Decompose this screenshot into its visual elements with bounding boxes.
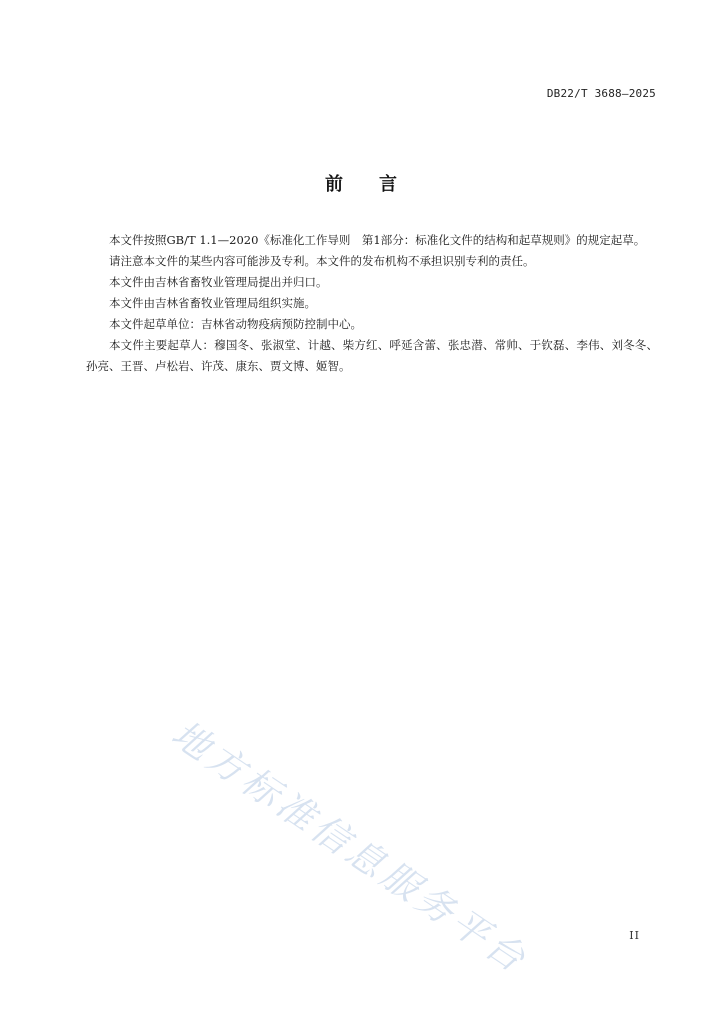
heading-char-2: 言 — [379, 174, 399, 195]
paragraph-implementer: 本文件由吉林省畜牧业管理局组织实施。 — [109, 296, 316, 310]
paragraph-drafters: 本文件主要起草人：穆国冬、张淑堂、计越、柴方红、呼延含蕾、张忠潜、常帅、于钦磊、李伟、刘冬冬、孙亮、王晋、卢松岩、许茂、康东、贾文博、姬智。 — [86, 338, 658, 373]
paragraph-proposer: 本文件由吉林省畜牧业管理局提出并归口。 — [109, 275, 328, 289]
section-heading — [0, 170, 724, 196]
paragraph-drafting-rules: 本文件按照GB/T 1.1—2020《标准化工作导则 第1部分：标准化文件的结构和起草规则》的规定起草。 — [109, 233, 646, 247]
page-number: II — [629, 929, 640, 942]
document-code: DB22/T 3688—2025 — [546, 87, 656, 100]
foreword-body — [86, 230, 658, 377]
paragraph-drafting-unit: 本文件起草单位：吉林省动物疫病预防控制中心。 — [109, 317, 362, 331]
watermark: 地方标准信息服务平台 — [164, 712, 537, 983]
paragraph-patent-notice: 请注意本文件的某些内容可能涉及专利。本文件的发布机构不承担识别专利的责任。 — [109, 254, 535, 268]
heading-char-1: 前 — [325, 174, 345, 195]
